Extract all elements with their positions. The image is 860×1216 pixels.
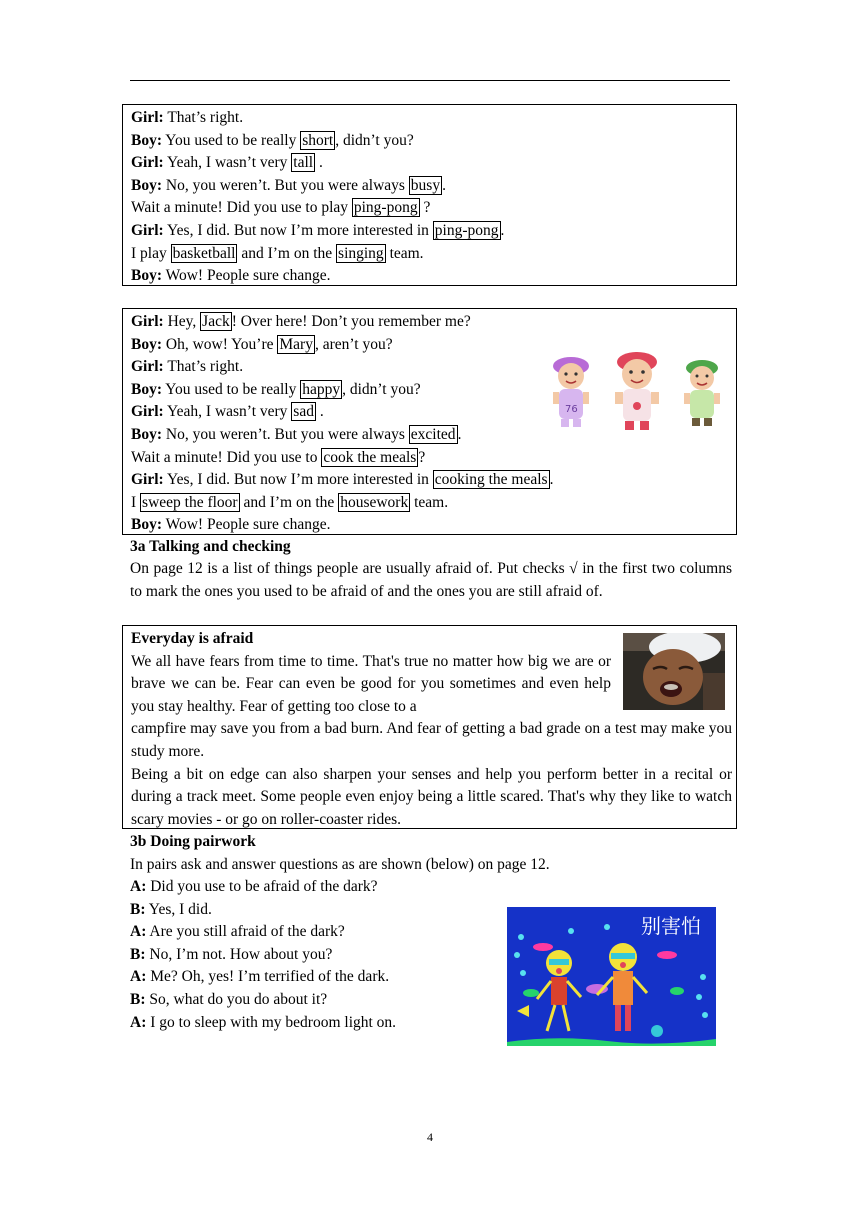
dialog-line: Boy: Wow! People sure change. — [131, 267, 331, 285]
underwater-drawing — [507, 907, 716, 1046]
crying-child-photo — [623, 633, 725, 710]
reading-paragraph-1a: We all have fears from time to time. That's true no matter how big we are or brave we can be. Fear can even be good for you sometimes and even help you stay healthy. Fear of getting too close to a — [131, 652, 611, 715]
dialog-line: Girl: Yeah, I wasn’t very sad . — [131, 403, 324, 421]
dialog-line: I play basketball and I’m on the singing team. — [131, 244, 424, 262]
dialog-line: Wait a minute! Did you use to play ping-pong ? — [131, 199, 431, 217]
pairwork-line: A: Did you use to be afraid of the dark? — [130, 878, 378, 895]
dialog-line: Boy: No, you weren’t. But you were always excited . — [131, 425, 462, 443]
dialog-line: Girl: Hey, Jack ! Over here! Don’t you remember me? — [131, 313, 471, 330]
poster-title: 别害怕 — [641, 914, 701, 938]
page-number: 4 — [427, 1130, 433, 1144]
pairwork-line: A: Are you still afraid of the dark? — [130, 923, 345, 941]
boxed-word: basketball — [172, 244, 236, 262]
dialog-line: Boy: Wow! People sure change. — [131, 516, 331, 534]
boxed-word: sweep the floor — [142, 493, 238, 511]
reading-title: Everyday is afraid — [131, 630, 254, 647]
pairwork-line: B: Yes, I did. — [130, 900, 212, 918]
boxed-word: cook the meals — [323, 448, 417, 466]
dialog-line: Girl: That’s right. — [131, 109, 244, 126]
pairwork-line: A: Me? Oh, yes! I’m terrified of the dark. — [130, 968, 390, 986]
pairwork-line: B: So, what do you do about it? — [130, 990, 328, 1008]
section-3a-text: On page 12 is a list of things people are usually afraid of. Put checks √ in the first two columns to mark the ones you used to be afraid of and the ones you are still afraid of. — [130, 560, 732, 600]
reading-paragraph-2: Being a bit on edge can also sharpen your senses and help you perform better in a recital or during a track meet. Some people even enjoy being a little scared. That's why they like to watch scary movies - or go on roller-coaster rides. — [131, 765, 732, 828]
dialog-line: Boy: You used to be really happy , didn’t you? — [131, 380, 421, 398]
boxed-word: sad — [293, 403, 314, 421]
reading-paragraph-1b: campfire may save you from a bad burn. And fear of getting a bad grade on a test may make you study more. — [131, 720, 732, 760]
dialog-line: I sweep the floor and I’m on the housework team. — [131, 493, 449, 511]
dialog-line: Wait a minute! Did you use to cook the meals ? — [131, 448, 426, 466]
boxed-word: cooking the meals — [434, 471, 548, 489]
dialog-line: Girl: Yes, I did. But now I’m more interested in ping-pong . — [131, 221, 505, 239]
boxed-word: happy — [302, 380, 341, 398]
boxed-word: tall — [293, 154, 314, 172]
three-kids-illustration — [545, 350, 730, 435]
dialog-line: Girl: That’s right. — [131, 358, 244, 376]
section-3b-heading: 3b Doing pairwork — [130, 833, 256, 850]
boxed-word: ping-pong — [353, 199, 418, 217]
kid-figure — [684, 360, 720, 426]
boxed-word: singing — [338, 244, 384, 262]
boxed-word: ping-pong — [434, 221, 499, 239]
boxed-word: short — [302, 131, 334, 149]
section-3a-heading: 3a Talking and checking — [130, 538, 291, 555]
kid-figure — [615, 352, 659, 430]
kid-figure — [553, 357, 589, 427]
header-rule — [130, 80, 730, 81]
boxed-word: Jack — [202, 313, 230, 330]
dialog-line: Boy: No, you weren’t. But you were always busy . — [131, 176, 446, 194]
section-3b-intro: In pairs ask and answer questions as are shown (below) on page 12. — [130, 856, 550, 873]
boxed-word: excited — [410, 425, 456, 443]
dialog-line: Girl: Yeah, I wasn’t very tall . — [131, 154, 323, 172]
pairwork-dialog — [130, 876, 396, 1034]
dialog-line: Boy: You used to be really short , didn’t you? — [131, 131, 414, 149]
boxed-word: housework — [340, 493, 409, 511]
boxed-word: Mary — [279, 335, 313, 353]
dialog-line: Boy: Oh, wow! You’re Mary , aren’t you? — [131, 335, 393, 353]
pairwork-line: B: No, I’m not. How about you? — [130, 945, 333, 963]
boxed-word: busy — [410, 176, 441, 194]
pairwork-line: A: I go to sleep with my bedroom light on. — [130, 1013, 397, 1031]
dialog-box-1 — [122, 104, 737, 286]
dialog-line: Girl: Yes, I did. But now I’m more interested in cooking the meals . — [131, 471, 554, 489]
svg-text:76: 76 — [565, 404, 578, 415]
